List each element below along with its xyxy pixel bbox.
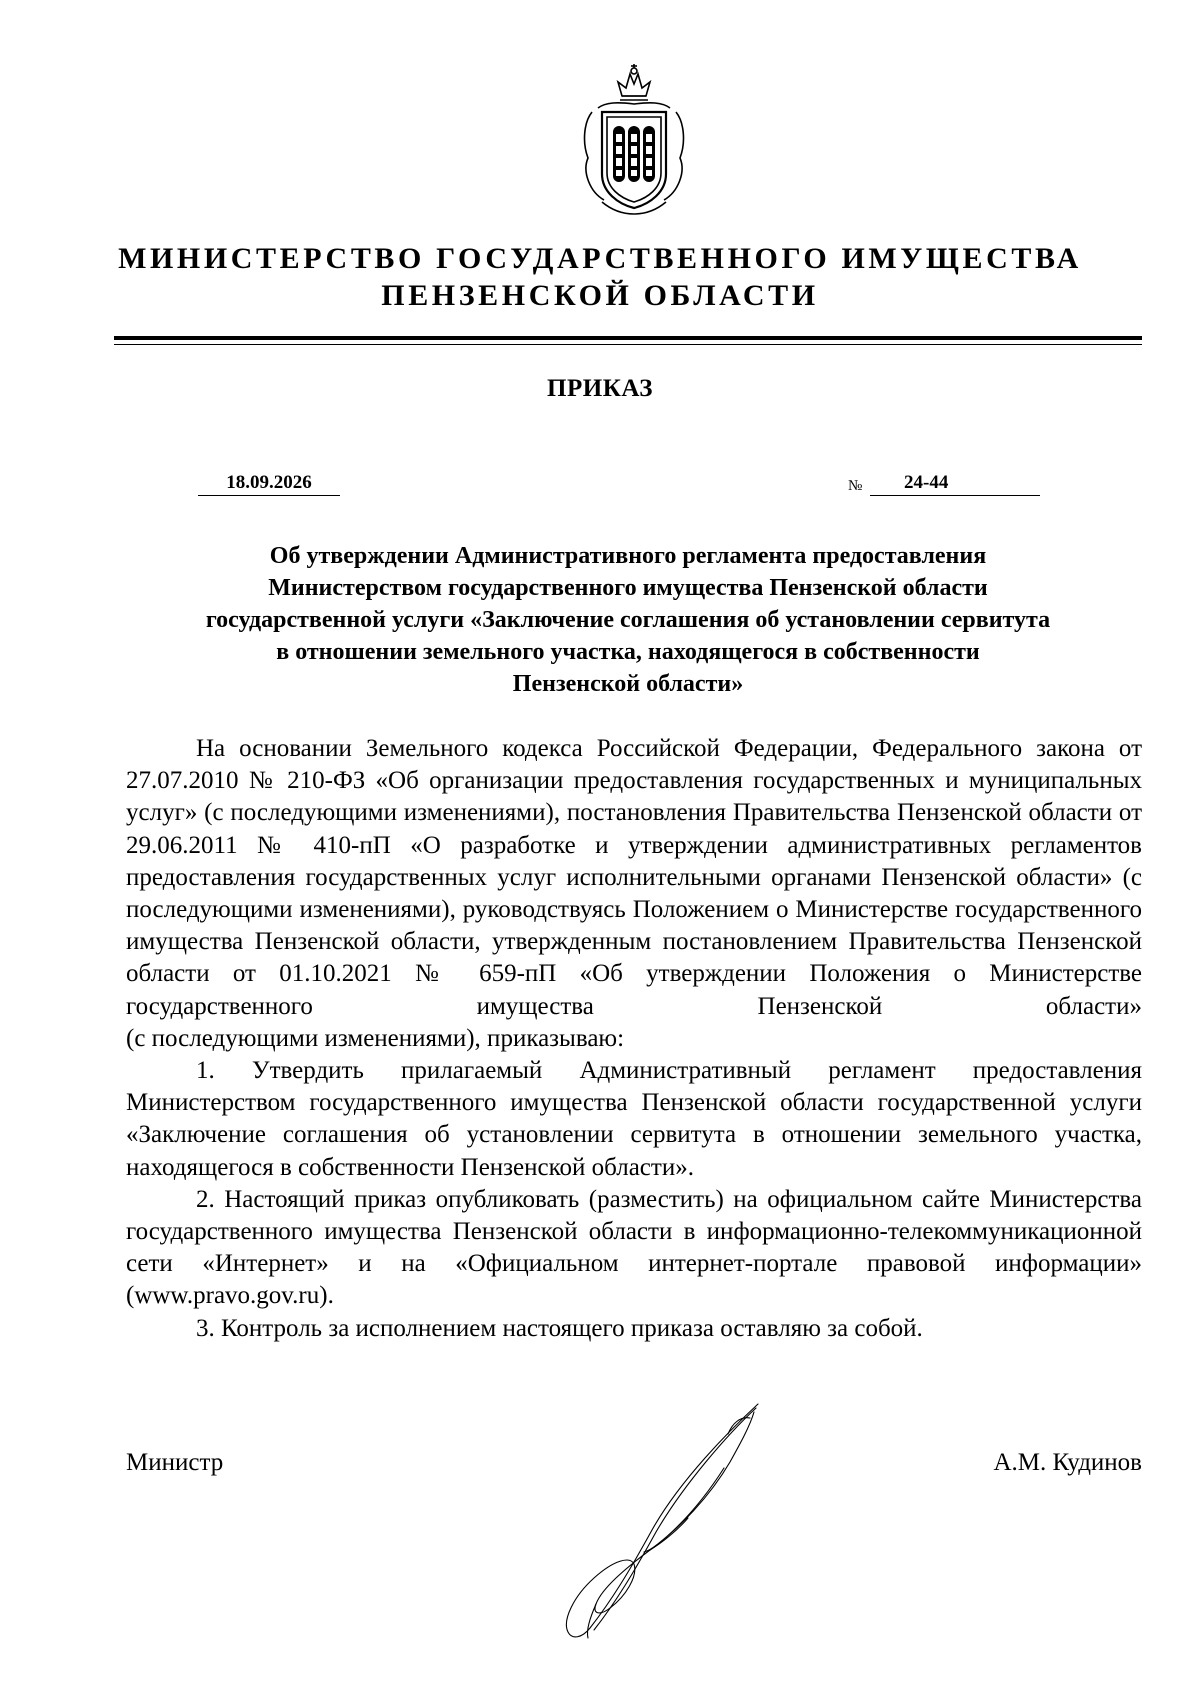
header-rule-thick [114,336,1142,340]
header-rule-thin [114,344,1142,345]
title-line: в отношении земельного участка, находящегося в собственности [276,639,980,665]
document-body [126,733,1142,1345]
title-line: Об утверждении Административного регламента предоставления [269,543,987,569]
title-line: Пензенской области» [512,671,744,697]
title-line: Министерством государственного имущества Пензенской области [268,575,988,601]
order-item-2: 2. Настоящий приказ опубликовать (разместить) на официальном сайте Министерства государственного имущества Пензенской области в информационно-телекоммуникационной сети «Интернет» и на «Официальном интернет-портале правовой информации» (www.pravo.gov.ru). [126,1185,1142,1310]
number-sign: № [848,478,863,494]
document-type: ПРИКАЗ [547,375,653,402]
document-date: 18.09.2026 [198,472,340,496]
document-number-field [870,472,1040,496]
document-number: 24-44 [904,472,949,493]
coat-of-arms-icon [578,62,690,220]
preamble-ending: (с последующими изменениями), приказываю: [126,1024,625,1052]
preamble-paragraph: На основании Земельного кодекса Российской Федерации, Федерального закона от 27.07.2010 № 210-ФЗ «Об организации предоставления государственных и муниципальных услуг» (с последующими изменениями), постановления Правительства Пензенской области от 29.06.2011 № 410-пП «О разработке и утверждении административных регламентов предоставления государственных услуг исполнительными органами Пензенской области» (с последующими изменениями), руководствуясь Положением о Министерстве государственного имущества Пензенской области, утвержденным постановлением Правительства Пензенской области от 01.10.2021 № 659-пП «Об утверждении Положения о Министерстве государственного имущества Пензенской области» [126,735,1142,1020]
signatory-name: А.М. Кудинов [993,1449,1142,1476]
handwritten-signature-icon [560,1400,775,1645]
order-item-1: 1. Утвердить прилагаемый Административный регламент предоставления Министерством государственного имущества Пензенской области государственной услуги «Заключение соглашения об установлении сервитута в отношении земельного участка, находящегося в собственности Пензенской области». [126,1057,1142,1181]
order-item-3: 3. Контроль за исполнением настоящего приказа оставляю за собой. [196,1314,923,1342]
ministry-name-line1: МИНИСТЕРСТВО ГОСУДАРСТВЕННОГО ИМУЩЕСТВА [118,242,1082,275]
document-title [114,540,1142,700]
signatory-role: Министр [126,1449,224,1476]
ministry-name-line2: ПЕНЗЕНСКОЙ ОБЛАСТИ [381,279,819,312]
title-line: государственной услуги «Заключение соглашения об установлении сервитута [205,607,1051,633]
